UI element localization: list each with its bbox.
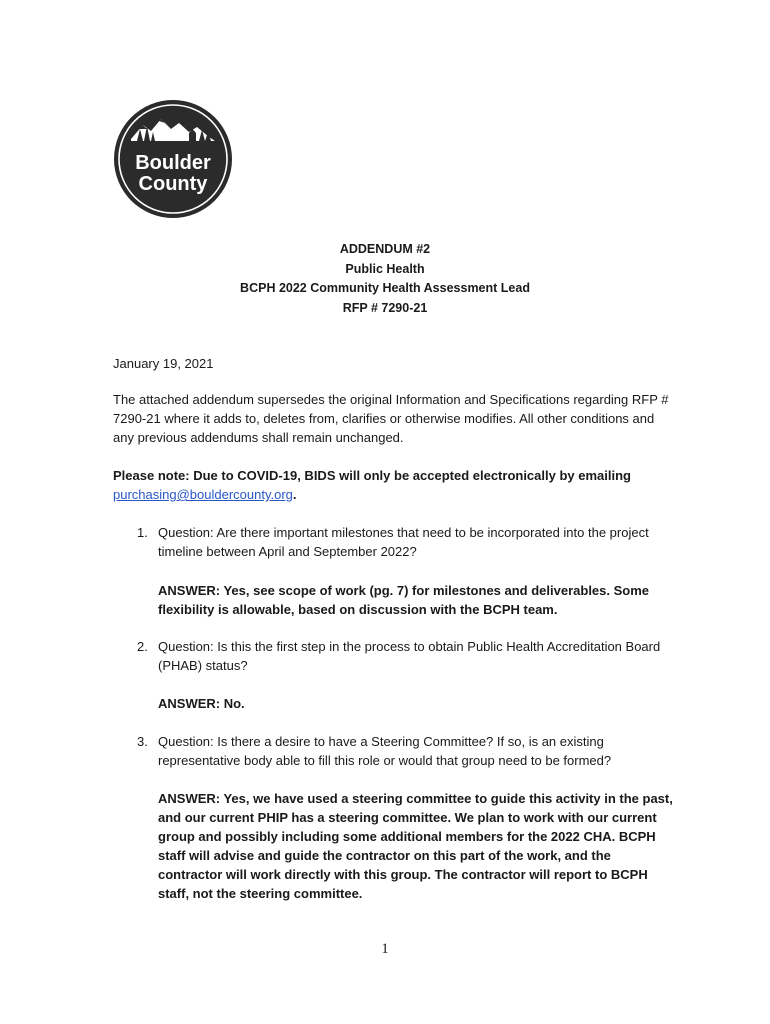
answer-text: ANSWER: No.	[158, 696, 245, 711]
covid-note-text: Please note: Due to COVID-19, BIDS will only be accepted electronically by emailing	[113, 468, 631, 483]
covid-note	[113, 466, 673, 504]
logo-text-line1: Boulder	[135, 152, 211, 174]
covid-note-end: .	[292, 487, 297, 502]
document-date: January 19, 2021	[113, 356, 214, 371]
question-number: 2.	[137, 639, 148, 654]
answer-text: ANSWER: Yes, we have used a steering committee to guide this activity in the past, and our current PHIP has a steering committee. We plan to work with our current group and possibly including some additional members for the 2022 CHA. BCPH staff will advise and guide the contractor on this part of the work, and the contractor will work directly with this group. The contractor will report to BCPH staff, not the steering committee.	[158, 791, 673, 901]
question-text: Question: Is this the first step in the process to obtain Public Health Accreditation Board (PHAB) status?	[158, 639, 661, 673]
rfp-number: RFP # 7290-21	[342, 300, 428, 315]
project-title: BCPH 2022 Community Health Assessment Lead	[240, 281, 530, 295]
question-number: 3.	[137, 734, 148, 749]
logo-text-line2: County	[138, 173, 208, 195]
boulder-county-seal-graphic	[113, 99, 233, 219]
addendum-title: ADDENDUM #2	[339, 242, 431, 256]
boulder-county-logo	[113, 99, 233, 219]
department-title: Public Health	[345, 261, 425, 276]
document-heading	[0, 240, 770, 318]
question-number: 1.	[137, 525, 148, 540]
answer-text: ANSWER: Yes, see scope of work (pg. 7) for milestones and deliverables. Some flexibility is allowable, based on discussion with the BCPH team.	[158, 583, 650, 617]
intro-paragraph: The attached addendum supersedes the original Information and Specifications regarding RFP # 7290-21 where it adds to, deletes from, clarifies or otherwise modifies. All other conditions and any previous addendums shall remain unchanged.	[113, 392, 669, 445]
question-text: Question: Is there a desire to have a Steering Committee? If so, is an existing representative body able to fill this role or would that group need to be formed?	[158, 734, 612, 768]
purchasing-email-link[interactable]: purchasing@bouldercounty.org	[113, 487, 293, 502]
question-text: Question: Are there important milestones that need to be incorporated into the project timeline between April and September 2022?	[158, 525, 649, 559]
page-number: 1	[381, 941, 389, 957]
